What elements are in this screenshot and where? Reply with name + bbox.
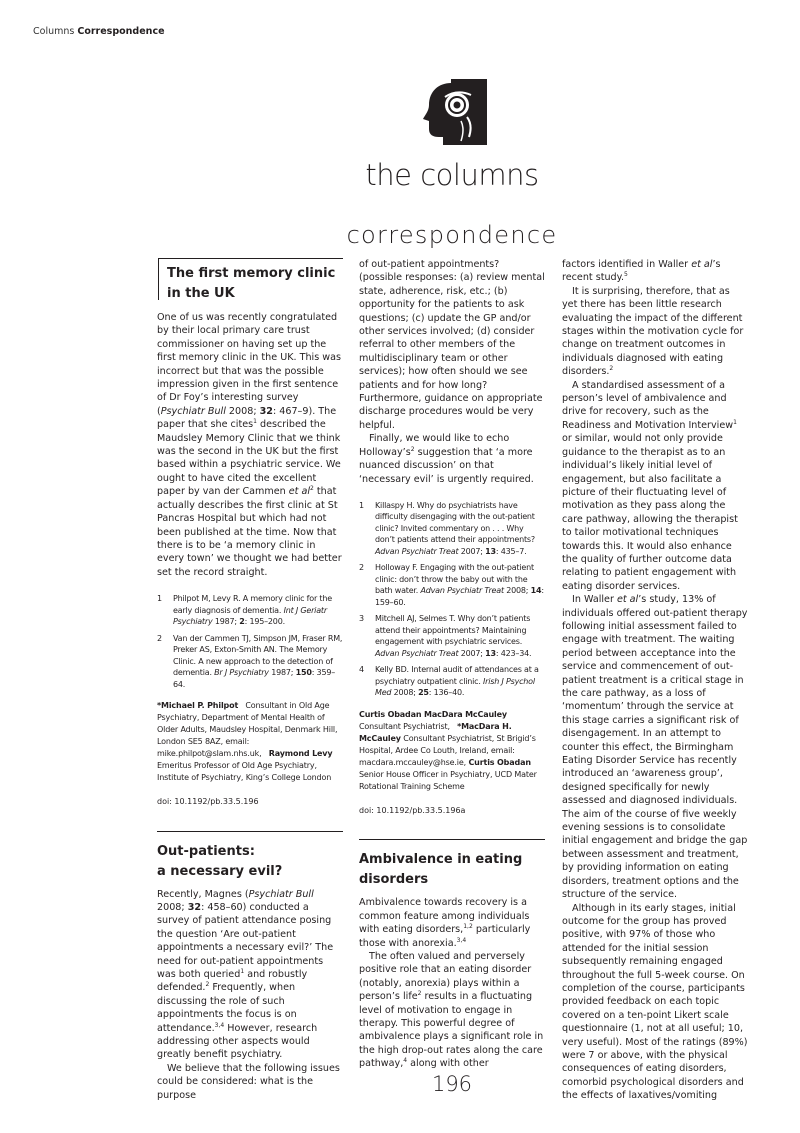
reference-list [157, 593, 343, 690]
article-paragraph: A standardised assessment of a person’s level of ambivalence and drive for recovery, such as the Readiness and Motivation Interview$^1$ or similar, would not only provide guidance to the therapist as to an individual’s likely initial level of engagement, but also facilitate a picture of their fluctuating level of motivation as they pass along the care pathway, allowing the therapist to tailor motivational techniques towards this. It would also enhance the quality of further outcome data relating to patient engagement with eating disorder services. [562, 379, 738, 592]
doi: doi: 10.1192/pb.33.5.196 [157, 797, 259, 807]
article-title-rule [359, 839, 545, 890]
section-title: the columns [365, 158, 539, 192]
article-paragraph: factors identified in Waller et al’s recent study.$^5$ [562, 259, 721, 284]
reference-item: 2 Holloway F. Engaging with the out-patient clinic: don’t throw the baby out with the bath water. Advan Psychiatr Treat 2008; 14: 159–60. [359, 563, 544, 607]
article-paragraph: We believe that the following issues could be considered: what is the purpose [157, 1062, 340, 1101]
page-number: 196 [431, 1072, 473, 1096]
article-title-box [158, 258, 343, 300]
columns-logo-icon [421, 79, 487, 151]
column-2 [359, 258, 545, 1071]
article-title: Ambivalence in eating disorders [359, 852, 523, 888]
article-title: The first memory clinic in the UK [167, 266, 336, 301]
doi: doi: 10.1192/pb.33.5.196a [359, 805, 466, 815]
column-3 [562, 258, 748, 1103]
column-1 [157, 258, 343, 1102]
reference-item: 2 Van der Cammen TJ, Simpson JM, Fraser RM, Preker AS, Exton-Smith AN. The Memory Clinic. A new approach to the detection of dementia. Br J Psychiatry 1987; 150: 359–64. [157, 633, 343, 689]
reference-item: 1 Philpot M, Levy R. A memory clinic for the early diagnosis of dementia. Int J Geriatr Psychiatry 1987; 2: 195–200. [157, 594, 332, 627]
reference-item: 3 Mitchell AJ, Selmes T. Why don’t patients attend their appointments? Maintaining engagement with psychiatric services. Advan Psychiatr Treat 2007; 13: 423–34. [359, 614, 532, 658]
article-title-rule [157, 831, 343, 882]
article-paragraph: One of us was recently congratulated by their local primary care trust commissioner on having set up the first memory clinic in the UK. This was incorrect but that was the possible impression given in the first sentence of Dr Foy’s interesting survey (Psychiatr Bull 2008; 32: 467–9). The paper that she cites$^1$ described the Maudsley Memory Clinic that we think was the second in the UK but the first based within a psychiatric service. We ought to have cited the excellent paper by van der Cammen et $al^2$ that actually describes the first clinic at St Pancras Hospital but which had not been published at the time. Now that there is to be ‘a memory clinic in every town’ we thought we had better set the record straight. [157, 312, 342, 578]
reference-list [359, 500, 545, 699]
section-subtitle: correspondence [346, 221, 558, 249]
running-head [33, 26, 165, 37]
article-paragraph: In Waller et al’s study, 13% of individuals offered out-patient therapy following initial assessment failed to engage with treatment. The waiting period between acceptance into the service and commencement of out-patient treatment is a critical stage in the care pathway, as a loss of ‘momentum’ through the service at this stage carries a significant risk of disengagement. In an attempt to counter this effect, the Birmingham Eating Disorder Service has recently introduced an ‘awareness group’, designed specifically for newly assessed and diagnosed individuals. The aim of the course of five weekly evening sessions is to consolidate initial engagement and bridge the gap between assessment and treatment, by providing information on eating disorders, treatment options and the structure of the service. [562, 594, 748, 901]
reference-item: 1 Killaspy H. Why do psychiatrists have difficulty disengaging with the out-patient clinic? Invited commentary on . . . Why don’t patients attend their appointments? Advan Psychiatr Treat 2007; 13: 435–7. [359, 500, 535, 556]
article-paragraph: of out-patient appointments? (possible responses: (a) review mental state, adherence, risk, etc.; (b) opportunity for the patients to ask questions; (c) update the GP and/or other services involved; (d) consider referral to other members of the multidisciplinary team or other services); how often should we see patients and for how long? Furthermore, guidance on appropriate discharge procedures would be very helpful. [359, 259, 545, 431]
article-title: Out-patients: a necessary evil? [157, 843, 283, 879]
article-paragraph: Ambivalence towards recovery is a common feature among individuals with eating disorders,$^{1,2}$ particularly those with anorexia.$^{3,4}$ [359, 897, 531, 949]
article-paragraph: Finally, we would like to echo $Holloway’s^2$ suggestion that ‘a more nuanced discussion’ on that ‘necessary evil’ is urgently required. [359, 433, 534, 485]
reference-item: 4 Kelly BD. Internal audit of attendances at a psychiatry outpatient clinic. Irish J Psychol Med 2008; 25: 136–40. [359, 665, 539, 698]
article-paragraph: Recently, Magnes (Psychiatr Bull 2008; 32: 458–60) conducted a survey of patient attendance posing the question ‘Are out-patient appointments a necessary evil?’ The need for out-patient appointments was both queried$^1$ and robustly defended.$^2$ Frequently, when discussing the role of such appointments the focus is on attendance.$^{3,4}$ However, research addressing other aspects would greatly benefit psychiatry. [157, 888, 334, 1061]
author-block: Curtis Obadan MacDara McCauley Consultant Psychiatrist, *MacDara H. McCauley Consultant Psychiatrist, St Brigid’s Hospital, Ardee Co Louth, Ireland, email: macdara.mccauley@hse.ie, Curtis Obadan Senior House Officer in Psychiatry, UCD Mater Rotational Training Scheme [359, 709, 537, 791]
running-head-section: Columns [33, 26, 75, 37]
author-block: *Michael P. Philpot Consultant in Old Age Psychiatry, Department of Mental Health of Older Adults, Maudsley Hospital, Denmark Hill, London SE5 8AZ, email: mike.philpot@slam.nhs.uk, Raymond Levy Emeritus Professor of Old Age Psychiatry, Institute of Psychiatry, King’s College London [157, 701, 338, 783]
running-head-subsection: Correspondence [77, 26, 165, 37]
article-paragraph: Although in its early stages, initial outcome for the group has proved positive, with 97% of those who attended for the initial session subsequently remaining engaged throughout the full 5-week course. On completion of the course, participants provided feedback on each topic covered on a ten-point Likert scale questionnaire (1, not at all useful; 10, very useful). Most of the ratings (89%) were 7 or above, with the physical consequences of eating disorders, comorbid psychological disorders and the effects of laxatives/vomiting [562, 902, 748, 1102]
article-paragraph: The often valued and perversely positive role that an eating disorder (notably, anorexia) plays within a person’s life$^2$ results in a fluctuating level of motivation to engage in therapy. This powerful degree of ambivalence plays a significant role in the high drop-out rates along the care pathway,$^4$ along with other [359, 950, 544, 1070]
article-paragraph: It is surprising, therefore, that as yet there has been little research evaluating the impact of the different stages within the motivation cycle for change on treatment outcomes in individuals diagnosed with eating disorders.$^2$ [562, 285, 744, 378]
